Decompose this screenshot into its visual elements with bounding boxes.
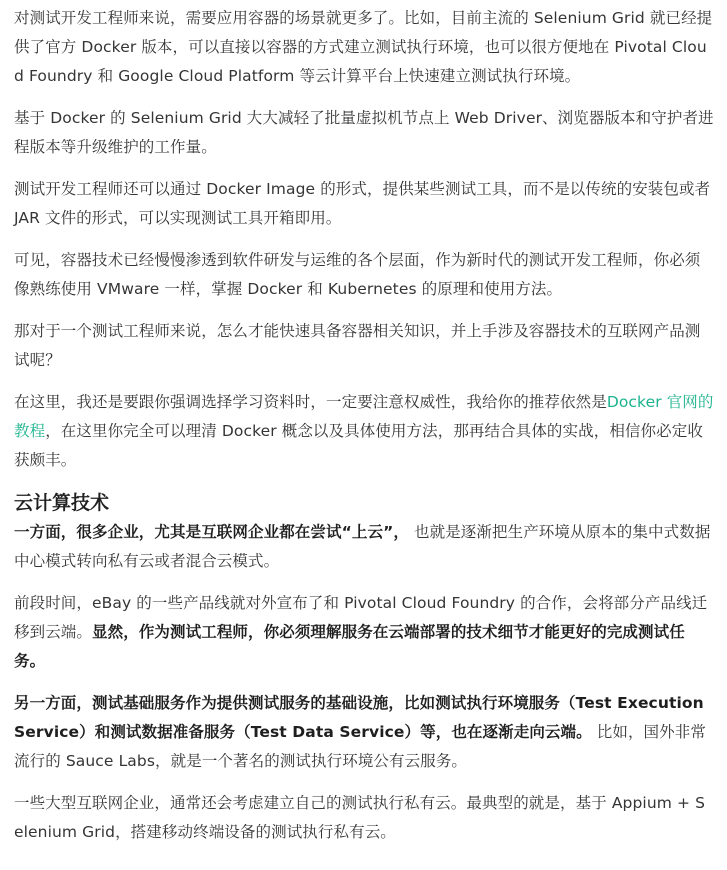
paragraph-question <box>14 317 714 375</box>
paragraph-text: 也就是逐渐把生产环境从原本的集中式数据中心模式转向私有云或者混合云模式。 <box>14 523 711 570</box>
paragraph-text: 前段时间，eBay 的一些产品线就对外宣布了和 Pivotal Cloud Foundry 的合作，会将部分产品线迁移到云端。 <box>14 594 708 641</box>
paragraph-selenium-grid-docker <box>14 104 714 162</box>
bold-text: 另一方面，测试基础服务作为提供测试服务的基础设施，比如测试执行环境服务（Test Execution Service）和测试数据准备服务（Test Data Service）等，也在逐渐走向云端。 <box>14 694 704 741</box>
bold-text: 一方面，很多企业，尤其是互联网企业都在尝试“上云”， <box>14 523 409 541</box>
paragraph-private-cloud <box>14 789 714 847</box>
paragraph-container-test-scenarios <box>14 4 714 91</box>
paragraph-text: 那对于一个测试工程师来说，怎么才能快速具备容器相关知识，并上手涉及容器技术的互联网产品测试呢？ <box>14 322 701 369</box>
paragraph-text: 测试开发工程师还可以通过 Docker Image 的形式，提供某些测试工具，而不是以传统的安装包或者 JAR 文件的形式，可以实现测试工具开箱即用。 <box>14 180 711 227</box>
paragraph-text: ，在这里你完全可以理清 Docker 概念以及具体使用方法，那再结合具体的实战，相信你必定收获颇丰。 <box>14 422 703 469</box>
section-heading-cloud-computing: 云计算技术 <box>14 492 110 514</box>
paragraph-docker-recommendation <box>14 388 714 475</box>
paragraph-test-infrastructure-cloud <box>14 689 714 776</box>
paragraph-going-cloud <box>14 518 714 576</box>
bold-text: 显然，作为测试工程师，你必须理解服务在云端部署的技术细节才能更好的完成测试任务。 <box>14 623 685 670</box>
paragraph-text: 一些大型互联网企业，通常还会考虑建立自己的测试执行私有云。最典型的就是，基于 Appium + Selenium Grid，搭建移动终端设备的测试执行私有云。 <box>14 794 706 841</box>
paragraph-text: 比如，国外非常流行的 Sauce Labs，就是一个著名的测试执行环境公有云服务。 <box>14 723 706 770</box>
paragraph-ebay-pivotal <box>14 589 714 676</box>
paragraph-text: 在这里，我还是要跟你强调选择学习资料时，一定要注意权威性，我给你的推荐依然是 <box>14 393 607 411</box>
paragraph-text: 对测试开发工程师来说，需要应用容器的场景就更多了。比如，目前主流的 Selenium Grid 就已经提供了官方 Docker 版本，可以直接以容器的方式建立测试执行环境，也可以很方便地在 Pivotal Cloud Foundry 和 Google Cloud Platform 等云计算平台上快速建立测试执行环境。 <box>14 9 713 85</box>
paragraph-docker-image-tools <box>14 175 714 233</box>
paragraph-container-penetration <box>14 246 714 304</box>
docker-docs-link[interactable]: Docker 官网的教程 <box>14 393 714 440</box>
paragraph-text: 基于 Docker 的 Selenium Grid 大大减轻了批量虚拟机节点上 Web Driver、浏览器版本和守护者进程版本等升级维护的工作量。 <box>14 109 714 156</box>
paragraph-text: 可见，容器技术已经慢慢渗透到软件研发与运维的各个层面，作为新时代的测试开发工程师，你必须像熟练使用 VMware 一样，掌握 Docker 和 Kubernetes 的原理和使用方法。 <box>14 251 701 298</box>
